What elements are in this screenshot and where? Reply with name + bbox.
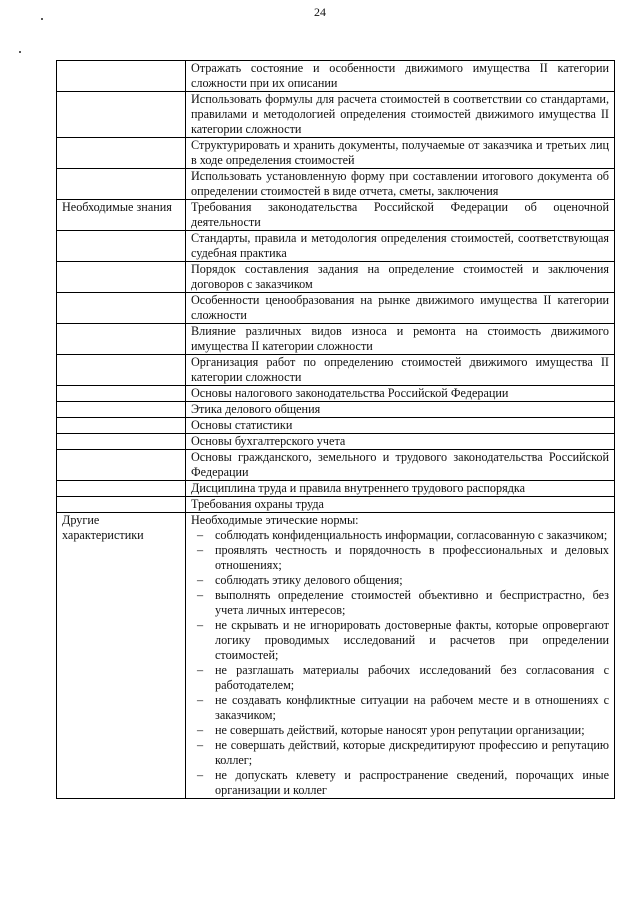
row-category-cell — [57, 450, 186, 481]
requirement-cell: Организация работ по определению стоимостей движимого имущества II категории сложности — [186, 355, 615, 386]
ethics-intro: Необходимые этические нормы: — [191, 513, 359, 527]
row-category-cell — [57, 355, 186, 386]
table-row — [57, 61, 615, 92]
list-item: – соблюдать этику делового общения; — [191, 573, 609, 588]
requirement-cell: Использовать установленную форму при составлении итогового документа об определении стоимостей в виде отчета, сметы, заключения — [186, 169, 615, 200]
row-category-cell — [57, 61, 186, 92]
table-row — [57, 497, 615, 513]
requirement-cell: Влияние различных видов износа и ремонта на стоимость движимого имущества II категории сложности — [186, 324, 615, 355]
list-item: – не скрывать и не игнорировать достоверные факты, которые опровергают логику проводимых исследований и расчетов при определении стоимостей; — [191, 618, 609, 663]
row-category-cell — [57, 497, 186, 513]
requirement-cell: Основы бухгалтерского учета — [186, 434, 615, 450]
ethics-cell — [186, 513, 615, 799]
row-category-cell — [57, 386, 186, 402]
requirement-cell: Отражать состояние и особенности движимого имущества II категории сложности при их описании — [186, 61, 615, 92]
table-body — [57, 61, 615, 799]
list-item: – соблюдать конфиденциальность информации, согласованную с заказчиком; — [191, 528, 609, 543]
table-row — [57, 231, 615, 262]
row-category-cell — [57, 169, 186, 200]
table-row — [57, 450, 615, 481]
row-category-cell — [57, 418, 186, 434]
list-item: – не совершать действий, которые дискредитируют профессию и репутацию коллег; — [191, 738, 609, 768]
ethics-norms-list — [191, 528, 609, 798]
requirement-cell: Основы налогового законодательства Российской Федерации — [186, 386, 615, 402]
table-row — [57, 481, 615, 497]
row-category-cell — [57, 293, 186, 324]
table-row-other-characteristics — [57, 513, 615, 799]
row-category-cell: Необходимые знания — [57, 200, 186, 231]
row-category-cell — [57, 481, 186, 497]
requirement-cell: Использовать формулы для расчета стоимостей в соответствии со стандартами, правилами и методологией определения стоимостей движимого имущества II категории сложности — [186, 92, 615, 138]
table-row — [57, 355, 615, 386]
table-row — [57, 92, 615, 138]
table-row — [57, 169, 615, 200]
requirement-cell: Порядок составления задания на определение стоимостей и заключения договоров с заказчиком — [186, 262, 615, 293]
table-row — [57, 386, 615, 402]
table-row — [57, 418, 615, 434]
requirement-cell: Особенности ценообразования на рынке движимого имущества II категории сложности — [186, 293, 615, 324]
list-item: – не разглашать материалы рабочих исследований без согласования с работодателем; — [191, 663, 609, 693]
page-number: 24 — [314, 5, 326, 19]
row-category-cell — [57, 92, 186, 138]
table-row — [57, 402, 615, 418]
table-row — [57, 262, 615, 293]
list-item: – не допускать клевету и распространение сведений, порочащих иные организации и коллег — [191, 768, 609, 798]
table-row — [57, 434, 615, 450]
requirement-cell: Дисциплина труда и правила внутреннего трудового распорядка — [186, 481, 615, 497]
list-item: – проявлять честность и порядочность в профессиональных и деловых отношениях; — [191, 543, 609, 573]
table-row — [57, 138, 615, 169]
scan-speck — [41, 18, 43, 20]
row-category-cell — [57, 434, 186, 450]
requirement-cell: Структурировать и хранить документы, получаемые от заказчика и третьих лиц в ходе определения стоимостей — [186, 138, 615, 169]
row-category-cell — [57, 262, 186, 293]
requirement-cell: Стандарты, правила и методология определения стоимостей, соответствующая судебная практика — [186, 231, 615, 262]
requirement-cell: Требования охраны труда — [186, 497, 615, 513]
qualification-table — [56, 60, 615, 799]
row-category-cell — [57, 231, 186, 262]
table-row — [57, 293, 615, 324]
list-item: – не создавать конфликтные ситуации на рабочем месте и в отношениях с заказчиком; — [191, 693, 609, 723]
row-category-cell — [57, 402, 186, 418]
row-category-cell: Другие характеристики — [57, 513, 186, 799]
scan-speck — [19, 51, 21, 53]
table-row — [57, 200, 615, 231]
requirement-cell: Основы статистики — [186, 418, 615, 434]
row-category-cell — [57, 138, 186, 169]
requirement-cell: Требования законодательства Российской Федерации об оценочной деятельности — [186, 200, 615, 231]
row-category-cell — [57, 324, 186, 355]
requirement-cell: Основы гражданского, земельного и трудового законодательства Российской Федерации — [186, 450, 615, 481]
requirement-cell: Этика делового общения — [186, 402, 615, 418]
list-item: – выполнять определение стоимостей объективно и беспристрастно, без учета личных интересов; — [191, 588, 609, 618]
list-item: – не совершать действий, которые наносят урон репутации организации; — [191, 723, 609, 738]
table-row — [57, 324, 615, 355]
